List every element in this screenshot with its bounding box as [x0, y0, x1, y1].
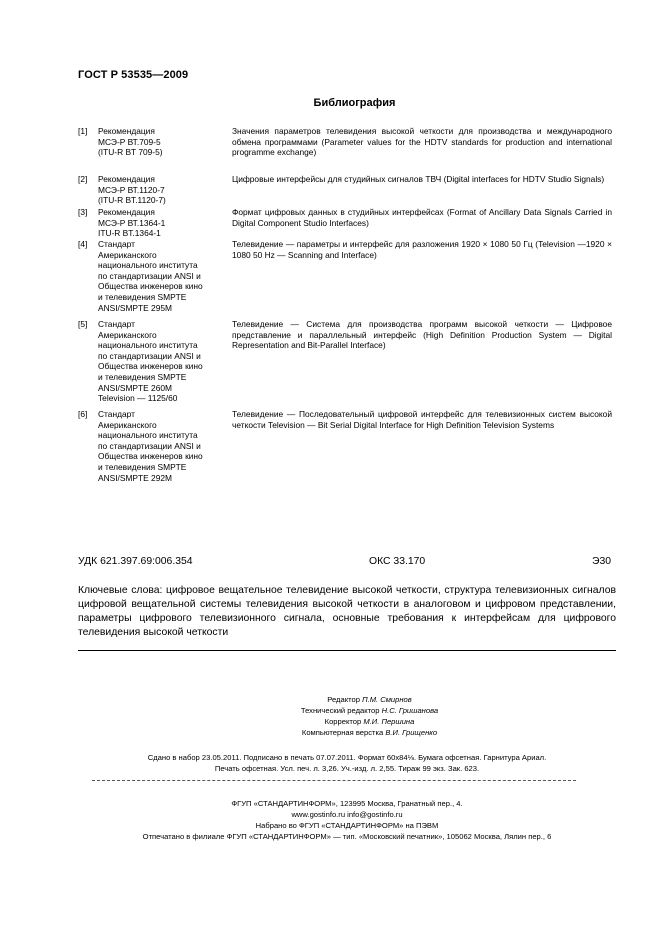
publisher-footer — [78, 798, 616, 842]
credit-role: Редактор — [327, 695, 360, 704]
udc-code: УДК 621.397.69:006.354 — [78, 556, 193, 567]
footer-line: ФГУП «СТАНДАРТИНФОРМ», 123995 Москва, Гранатный пер., 4. — [231, 799, 463, 808]
entry-number: [2] — [78, 174, 88, 184]
entry-reference: Рекомендация МСЭ-Р ВТ.709-5 (ITU-R BT 709-5) — [98, 126, 163, 158]
keywords: Ключевые слова: цифровое вещательное телевидение высокой четкости, структура телевизионных сигналов цифровой вещательной системы телевидения высокой четкости в аналоговом и цифровом представлении, параметры цифрового телевизионного сигнала, основные требования к интерфейсам для цифрового телевидения высокой четкости — [78, 585, 616, 638]
credit-role: Компьютерная верстка — [301, 728, 384, 737]
entry-description: Значения параметров телевидения высокой четкости для производства и международного обмена программами (Parameter values for the HDTV standards for production and international programme exchange) — [232, 126, 612, 158]
credit-line — [78, 694, 661, 705]
credit-line — [78, 716, 661, 727]
bibliography-entry — [78, 409, 618, 487]
entry-number: [3] — [78, 207, 88, 217]
bibliography-entry — [78, 319, 618, 409]
credit-role: Корректор — [324, 717, 362, 726]
entry-reference: Стандарт Американского национального института по стандартизации ANSI и Общества инженеров кино и телевидения SMPTE ANSI/SMPTE 292M — [98, 409, 203, 483]
footer-line: www.gostinfo.ru info@gostinfo.ru — [291, 810, 403, 819]
credit-name: М.И. Першина — [363, 717, 415, 726]
bibliography-entry — [78, 239, 618, 319]
entry-reference: Стандарт Американского национального института по стандартизации ANSI и Общества инженеров кино и телевидения SMPTE ANSI/SMPTE 260M Television — 1125/60 — [98, 319, 203, 404]
entry-number: [5] — [78, 319, 88, 329]
publishing-line: Печать офсетная. Усл. печ. л. 3,26. Уч.-изд. л. 2,55. Тираж 99 экз. Зак. 623. — [214, 764, 480, 773]
entry-description: Цифровые интерфейсы для студийных сигналов ТВЧ (Digital interfaces for HDTV Studio Signals) — [232, 174, 605, 184]
entry-description: Телевидение — параметры и интерфейс для разложения 1920 × 1080 50 Гц (Television —1920 × 1080 50 Hz — Scanning and Interface) — [232, 239, 612, 260]
bibliography-entry — [78, 174, 618, 207]
bibliography-list — [78, 126, 618, 487]
group-code: Э30 — [592, 556, 612, 567]
credit-line — [78, 705, 661, 716]
oks-code: ОКС 33.170 — [369, 556, 426, 567]
entry-description: Телевидение — Система для производства программ высокой четкости — Цифровое представление и параллельный интерфейс (High Definition Production System — Digital Representation and Bit-Parallel Interface) — [232, 319, 612, 351]
bibliography-title: Библиография — [313, 97, 396, 109]
standard-number: ГОСТ Р 53535—2009 — [78, 69, 189, 81]
credit-role: Технический редактор — [300, 706, 380, 715]
entry-number: [1] — [78, 126, 88, 136]
entry-number: [6] — [78, 409, 88, 419]
publishing-line: Сдано в набор 23.05.2011. Подписано в печать 07.07.2011. Формат 60x84⅛. Бумага офсетная. Гарнитура Ариал. — [147, 753, 547, 762]
divider — [78, 650, 616, 651]
entry-reference: Рекомендация МСЭ-Р ВТ.1364-1 ITU-R BT.1364-1 — [98, 207, 166, 239]
credit-name: Н.С. Гришанова — [381, 706, 439, 715]
entry-description: Телевидение — Последовательный цифровой интерфейс для телевизионных систем высокой четкости Television — Bit Serial Digital Interface for High Definition Television Systems — [232, 409, 612, 430]
entry-description: Формат цифровых данных в студийных интерфейсах (Format of Ancillary Data Signals Carried in Digital Component Studio Interfaces) — [232, 207, 612, 228]
footer-line: Набрано во ФГУП «СТАНДАРТИНФОРМ» на ПЭВМ — [255, 821, 439, 830]
publishing-info — [78, 752, 616, 774]
credit-name: В.И. Грищенко — [385, 728, 438, 737]
bibliography-entry — [78, 207, 618, 239]
credit-line — [78, 727, 661, 738]
entry-reference: Рекомендация МСЭ-Р ВТ.1120-7 (ITU-R BT.1120-7) — [98, 174, 166, 206]
footer-line: Отпечатано в филиале ФГУП «СТАНДАРТИНФОРМ» — тип. «Московский печатник», 105062 Москва, Лялин пер., 6 — [142, 832, 552, 841]
bibliography-entry — [78, 126, 618, 174]
credits — [0, 694, 661, 738]
dashed-divider — [92, 780, 576, 781]
entry-reference: Стандарт Американского национального института по стандартизации ANSI и Общества инженеров кино и телевидения SMPTE ANSI/SMPTE 295M — [98, 239, 203, 313]
entry-number: [4] — [78, 239, 88, 249]
credit-name: П.М. Смирнов — [362, 695, 412, 704]
